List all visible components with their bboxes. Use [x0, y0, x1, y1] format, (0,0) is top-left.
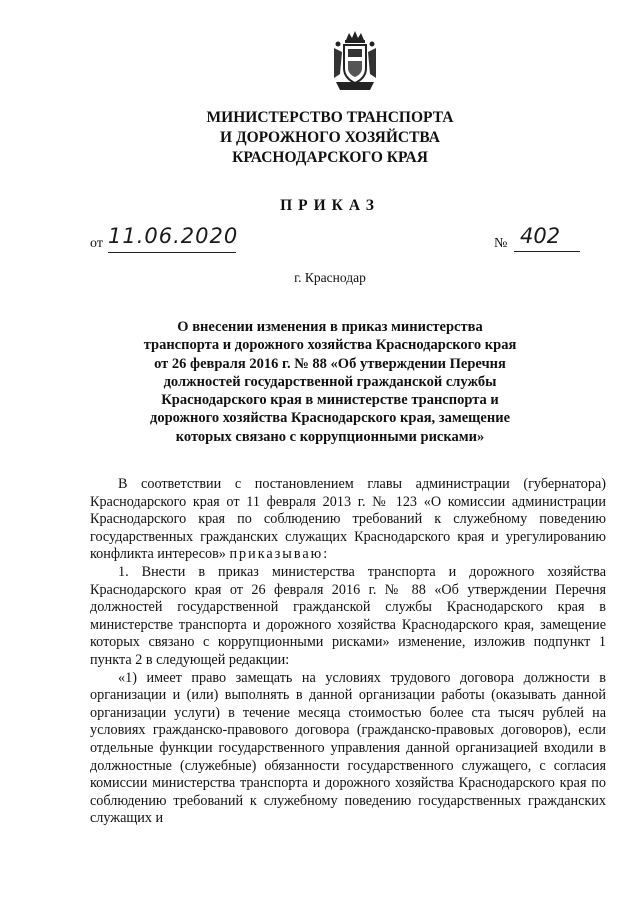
- subject-line-3: от 26 февраля 2016 г. № 88 «Об утверждении Перечня: [154, 355, 506, 372]
- number-prefix: №: [494, 236, 508, 251]
- order-subject: [120, 318, 540, 446]
- subject-line-7: которых связано с коррупционными рисками»: [175, 428, 485, 445]
- handwritten-number: 402: [514, 224, 580, 252]
- preamble-text: В соответствии с постановлением главы администрации (губернатора) Краснодарского края от 11 февраля 2013 г. № 123 «О комиссии администрации Краснодарского края по соблюдению требований к служебному поведению государственных гражданских служащих Краснодарского края и урегулированию конфликта интересов»: [90, 476, 606, 563]
- paragraph-preamble: [90, 476, 606, 564]
- subject-line-5: Краснодарского края в министерстве транспорта и: [161, 392, 499, 409]
- ministry-name: [150, 108, 510, 168]
- handwritten-date: 11.06.2020: [108, 224, 236, 253]
- order-body: [90, 476, 606, 828]
- paragraph-quoted-subitem: «1) имеет право замещать на условиях трудового договора должности в организации и (или) выполнять в данной организации работы (оказывать данной организации услуги) в течение месяца стоимостью более ста тысяч рублей на условиях гражданско-правового договора (гражданско-правовых договоров), если отдельные функции государственного управления данной организацией входили в должностные (служебные) обязанности государственного служащего, с согласия комиссии министерства транспорта и дорожного хозяйства Краснодарского края по соблюдению требований к служебному поведению государственных гражданских служащих и: [90, 669, 606, 827]
- subject-line-2: транспорта и дорожного хозяйства Краснодарского края: [143, 337, 517, 354]
- city: г. Краснодар: [294, 270, 366, 285]
- subject-line-1: О внесении изменения в приказ министерства: [177, 319, 483, 335]
- date-number-row: [90, 226, 610, 258]
- ministry-line-1: МИНИСТЕРСТВО ТРАНСПОРТА: [206, 109, 454, 126]
- ministry-line-2: И ДОРОЖНОГО ХОЗЯЙСТВА: [220, 129, 440, 146]
- subject-line-4: должностей государственной гражданской службы: [163, 373, 497, 390]
- preamble-action: приказываю:: [229, 546, 330, 563]
- paragraph-item-1: 1. Внести в приказ министерства транспорта и дорожного хозяйства Краснодарского края от 26 февраля 2016 г. № 88 «Об утверждении Перечня должностей государственной гражданской службы Краснодарского края в министерстве транспорта и дорожного хозяйства Краснодарского края, замещение которых связано с коррупционными рисками» изменение, изложив подпункт 1 пункта 2 в следующей редакции:: [90, 563, 606, 668]
- order-title: ПРИКАЗ: [280, 197, 380, 214]
- coat-of-arms-emblem: [330, 30, 380, 94]
- date-prefix: от: [90, 236, 103, 251]
- ministry-line-3: КРАСНОДАРСКОГО КРАЯ: [232, 149, 428, 166]
- subject-line-6: дорожного хозяйства Краснодарского края, замещение: [149, 410, 510, 427]
